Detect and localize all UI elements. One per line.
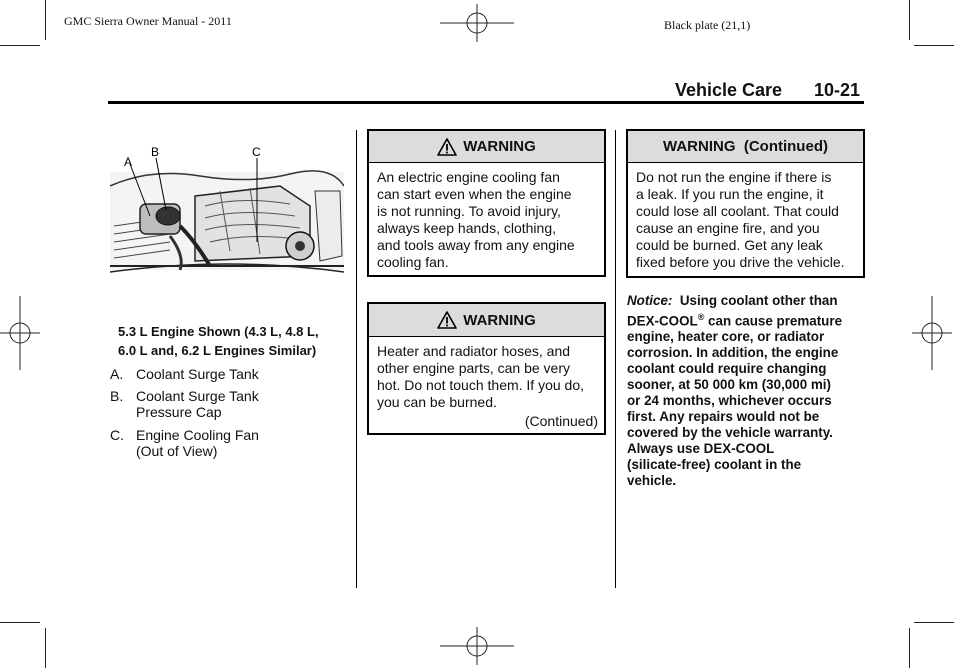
engine-illustration <box>110 146 344 274</box>
warning-title: WARNING <box>463 311 536 329</box>
crop-mark <box>0 622 40 623</box>
continued-label: (Continued) <box>524 413 598 429</box>
warning-line: a leak. If you run the engine, it <box>636 186 824 202</box>
list-item-text <box>136 427 259 459</box>
notice-paragraph <box>627 293 867 489</box>
warning-title: WARNING <box>463 138 536 155</box>
warning-box-hot-hoses <box>367 302 606 435</box>
registration-mark-icon <box>0 296 40 370</box>
notice-line: engine, heater core, or radiator <box>627 329 825 345</box>
warning-triangle-icon <box>437 311 457 329</box>
warning-box-cooling-fan <box>367 129 606 277</box>
crop-mark <box>914 622 954 623</box>
plate-label: Black plate (21,1) <box>664 18 751 32</box>
warning-header <box>369 131 604 163</box>
notice-line: covered by the vehicle warranty. <box>627 425 833 441</box>
notice-line: coolant could require changing <box>627 361 827 377</box>
crop-mark <box>914 45 954 46</box>
warning-line: other engine parts, can be very <box>377 360 571 376</box>
warning-title: WARNING (Continued) <box>663 138 828 155</box>
registered-mark: ® <box>697 312 705 322</box>
notice-line: vehicle. <box>627 473 677 489</box>
warning-line: Heater and radiator hoses, and <box>377 343 571 359</box>
figure-caption-line-2: 6.0 L and, 6.2 L Engines Similar) <box>118 343 317 358</box>
notice-second-line <box>627 309 867 329</box>
warning-line: could lose all coolant. That could <box>636 203 839 219</box>
list-item-text <box>136 388 259 420</box>
section-title: Vehicle Care <box>675 80 783 100</box>
notice-first-line <box>627 293 867 309</box>
crop-mark <box>909 0 910 40</box>
warning-line: cause an engine fire, and you <box>636 220 820 236</box>
warning-line: always keep hands, clothing, <box>377 220 556 236</box>
figure-caption-line-1: 5.3 L Engine Shown (4.3 L, 4.8 L, <box>118 324 319 339</box>
list-item-line: Engine Cooling Fan <box>136 427 259 443</box>
warning-body <box>369 163 604 277</box>
crop-mark <box>0 45 40 46</box>
crop-mark <box>45 0 46 40</box>
warning-line: can start even when the engine <box>377 186 572 202</box>
warning-line: fixed before you drive the vehicle. <box>636 254 845 270</box>
warning-line: is not running. To avoid injury, <box>377 203 561 219</box>
warning-line: you can be burned. <box>377 394 497 410</box>
header-rule <box>108 101 864 104</box>
list-item-line: Coolant Surge Tank <box>136 366 259 382</box>
notice-line: or 24 months, whichever occurs <box>627 393 832 409</box>
list-item-text <box>136 366 259 382</box>
list-item-line: (Out of View) <box>136 443 218 459</box>
warning-triangle-icon <box>437 138 457 156</box>
warning-line: could be burned. Get any leak <box>636 237 823 253</box>
manual-title: GMC Sierra Owner Manual - 2011 <box>64 14 232 28</box>
registration-mark-icon <box>440 4 514 42</box>
warning-line: hot. Do not touch them. If you do, <box>377 377 585 393</box>
notice-line: corrosion. In addition, the engine <box>627 345 839 361</box>
engine-drawing <box>110 146 344 274</box>
list-item-letter: B. <box>110 388 124 404</box>
notice-line: (silicate-free) coolant in the <box>627 457 802 473</box>
warning-line: cooling fan. <box>377 254 449 270</box>
warning-line: An electric engine cooling fan <box>377 169 560 185</box>
warning-header <box>369 304 604 337</box>
warning-line: Do not run the engine if there is <box>636 169 832 185</box>
figure-label-a: A <box>124 155 133 169</box>
warning-body <box>628 163 863 277</box>
list-item-line: Pressure Cap <box>136 404 222 420</box>
warning-box-continued <box>626 129 865 278</box>
notice-text: can cause premature <box>704 313 843 329</box>
figure-label-c: C <box>252 146 261 159</box>
notice-line: sooner, at 50 000 km (30,000 mi) <box>627 377 831 393</box>
list-item-line: Coolant Surge Tank <box>136 388 259 404</box>
notice-line: Always use DEX-COOL <box>627 441 775 457</box>
figure-label-b: B <box>151 146 160 159</box>
notice-label: Notice: <box>627 293 673 308</box>
crop-mark <box>909 628 910 668</box>
page-number: 10-21 <box>814 80 861 100</box>
warning-header <box>628 131 863 163</box>
column-divider <box>356 130 357 588</box>
notice-text: Using coolant other than <box>679 293 838 308</box>
list-item-letter: A. <box>110 366 124 382</box>
list-item-letter: C. <box>110 427 124 443</box>
warning-body <box>369 337 604 413</box>
notice-brand: DEX-COOL <box>627 313 698 329</box>
crop-mark <box>45 628 46 668</box>
registration-mark-icon <box>440 627 514 665</box>
registration-mark-icon <box>912 296 952 370</box>
notice-line: first. Any repairs would not be <box>627 409 820 425</box>
warning-line: and tools away from any engine <box>377 237 575 253</box>
column-divider <box>615 130 616 588</box>
